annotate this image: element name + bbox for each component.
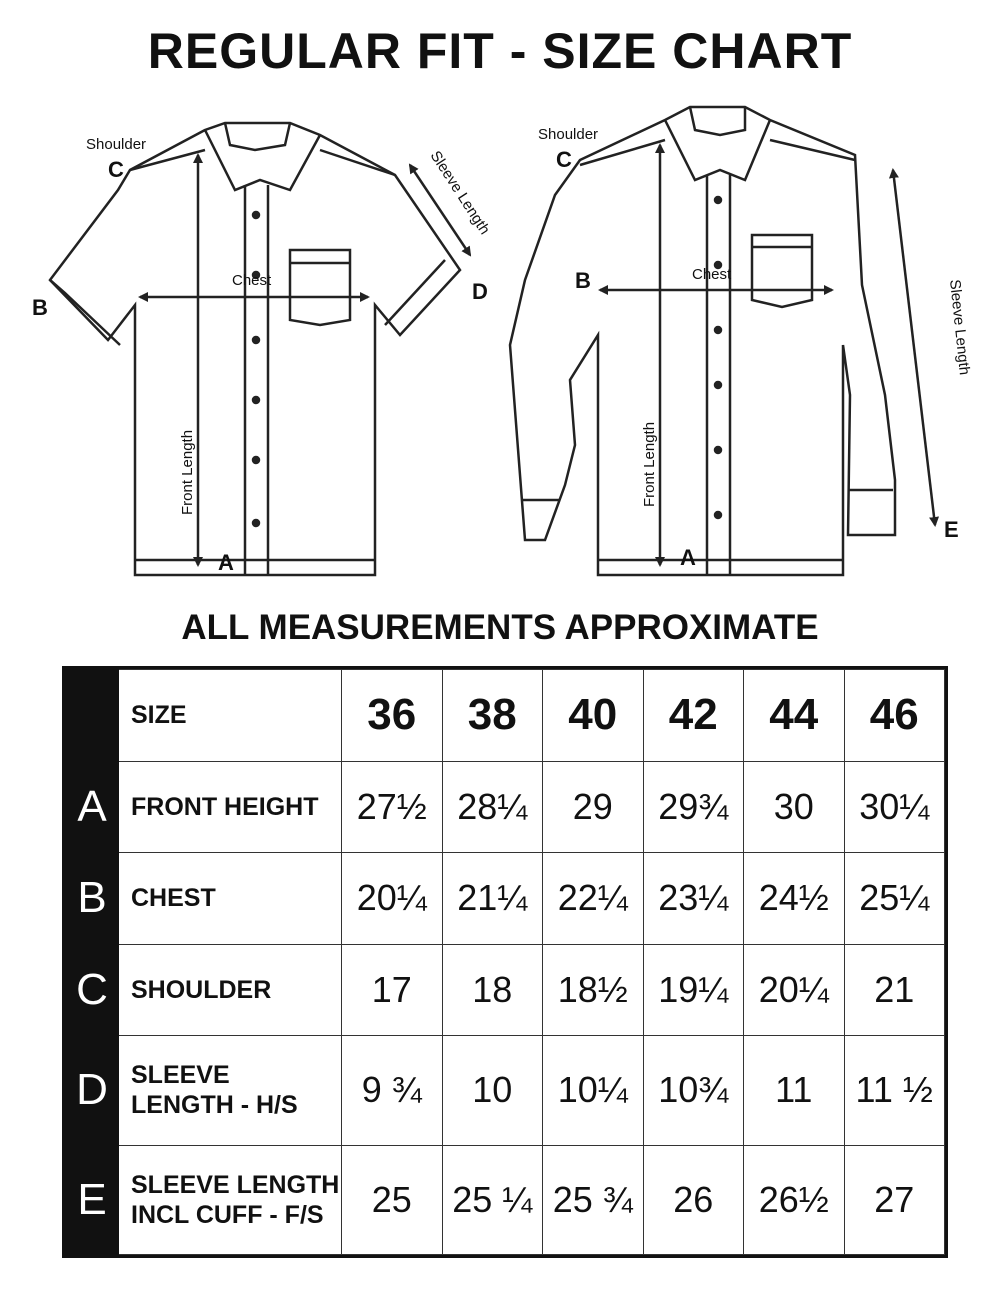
table-cell: 25¼: [844, 853, 945, 945]
row-label: CHEST: [119, 853, 342, 945]
label-d: D: [472, 279, 488, 304]
table-cell: 20¼: [342, 853, 443, 945]
chest-label: Chest: [232, 272, 272, 289]
table-cell: 23¼: [643, 853, 744, 945]
label-e: E: [944, 517, 959, 542]
table-cell: 18: [442, 944, 543, 1036]
size-header: 36: [342, 670, 443, 762]
table-cell: 30¼: [844, 761, 945, 853]
table-row: [66, 853, 945, 945]
table-cell: 21: [844, 944, 945, 1036]
table-row: [66, 761, 945, 853]
row-letter: B: [66, 853, 119, 945]
label-c: C: [108, 157, 124, 182]
table-row: [66, 1145, 945, 1254]
table-cell: 25 ¾: [543, 1145, 644, 1254]
measurements-note: ALL MEASUREMENTS APPROXIMATE: [181, 608, 819, 647]
front-length-label: Front Length: [179, 429, 196, 515]
row-label-line1: SLEEVE LENGTH: [131, 1170, 340, 1199]
table-cell: 11: [744, 1036, 845, 1145]
row-letter: E: [66, 1145, 119, 1254]
table-cell: 11 ½: [844, 1036, 945, 1145]
table-row: [66, 1036, 945, 1145]
size-header: 38: [442, 670, 543, 762]
size-header: 46: [844, 670, 945, 762]
label-a: A: [680, 545, 696, 570]
shirt-diagrams: [0, 95, 1000, 595]
table-cell: 25 ¼: [442, 1145, 543, 1254]
table-cell: 30: [744, 761, 845, 853]
size-header-label: SIZE: [119, 670, 342, 762]
row-label-line2: LENGTH - H/S: [131, 1091, 298, 1120]
row-label: SHOULDER: [119, 944, 342, 1036]
table-cell: 10¼: [543, 1036, 644, 1145]
sleeve-length-label: Sleeve Length: [946, 278, 973, 376]
table-cell: 19¼: [643, 944, 744, 1036]
label-b: B: [32, 295, 48, 320]
table-cell: 29¾: [643, 761, 744, 853]
table-cell: 27: [844, 1145, 945, 1254]
table-cell: 10: [442, 1036, 543, 1145]
sleeve-length-label: Sleeve Length: [426, 147, 494, 238]
label-b: B: [575, 268, 591, 293]
short-sleeve-shirt: [50, 123, 470, 575]
table-cell: 22¼: [543, 853, 644, 945]
table-cell: 28¼: [442, 761, 543, 853]
table-cell: 9 ¾: [342, 1036, 443, 1145]
label-c: C: [556, 147, 572, 172]
table-cell: 27½: [342, 761, 443, 853]
table-cell: 21¼: [442, 853, 543, 945]
row-label-line2: INCL CUFF - F/S: [131, 1200, 324, 1229]
row-label: [119, 1036, 342, 1145]
row-label: FRONT HEIGHT: [119, 761, 342, 853]
chest-label: Chest: [692, 266, 732, 283]
letter-cell-empty: [66, 670, 119, 762]
size-header: 42: [643, 670, 744, 762]
shoulder-label: Shoulder: [538, 126, 599, 143]
shoulder-label: Shoulder: [86, 136, 147, 153]
long-sleeve-shirt: [510, 107, 935, 575]
table-cell: 18½: [543, 944, 644, 1036]
row-label: [119, 1145, 342, 1254]
table-row: [66, 944, 945, 1036]
table-cell: 25: [342, 1145, 443, 1254]
row-letter: C: [66, 944, 119, 1036]
table-cell: 29: [543, 761, 644, 853]
size-header: 40: [543, 670, 644, 762]
size-table: [62, 666, 948, 1258]
table-cell: 26: [643, 1145, 744, 1254]
row-letter: D: [66, 1036, 119, 1145]
table-cell: 17: [342, 944, 443, 1036]
label-a: A: [218, 550, 234, 575]
table-header-row: [66, 670, 945, 762]
size-header: 44: [744, 670, 845, 762]
row-label-line1: SLEEVE: [131, 1061, 230, 1090]
row-letter: A: [66, 761, 119, 853]
front-length-label: Front Length: [641, 421, 658, 507]
table-cell: 24½: [744, 853, 845, 945]
page-title: REGULAR FIT - SIZE CHART: [147, 23, 853, 79]
table-cell: 26½: [744, 1145, 845, 1254]
table-cell: 10¾: [643, 1036, 744, 1145]
table-cell: 20¼: [744, 944, 845, 1036]
